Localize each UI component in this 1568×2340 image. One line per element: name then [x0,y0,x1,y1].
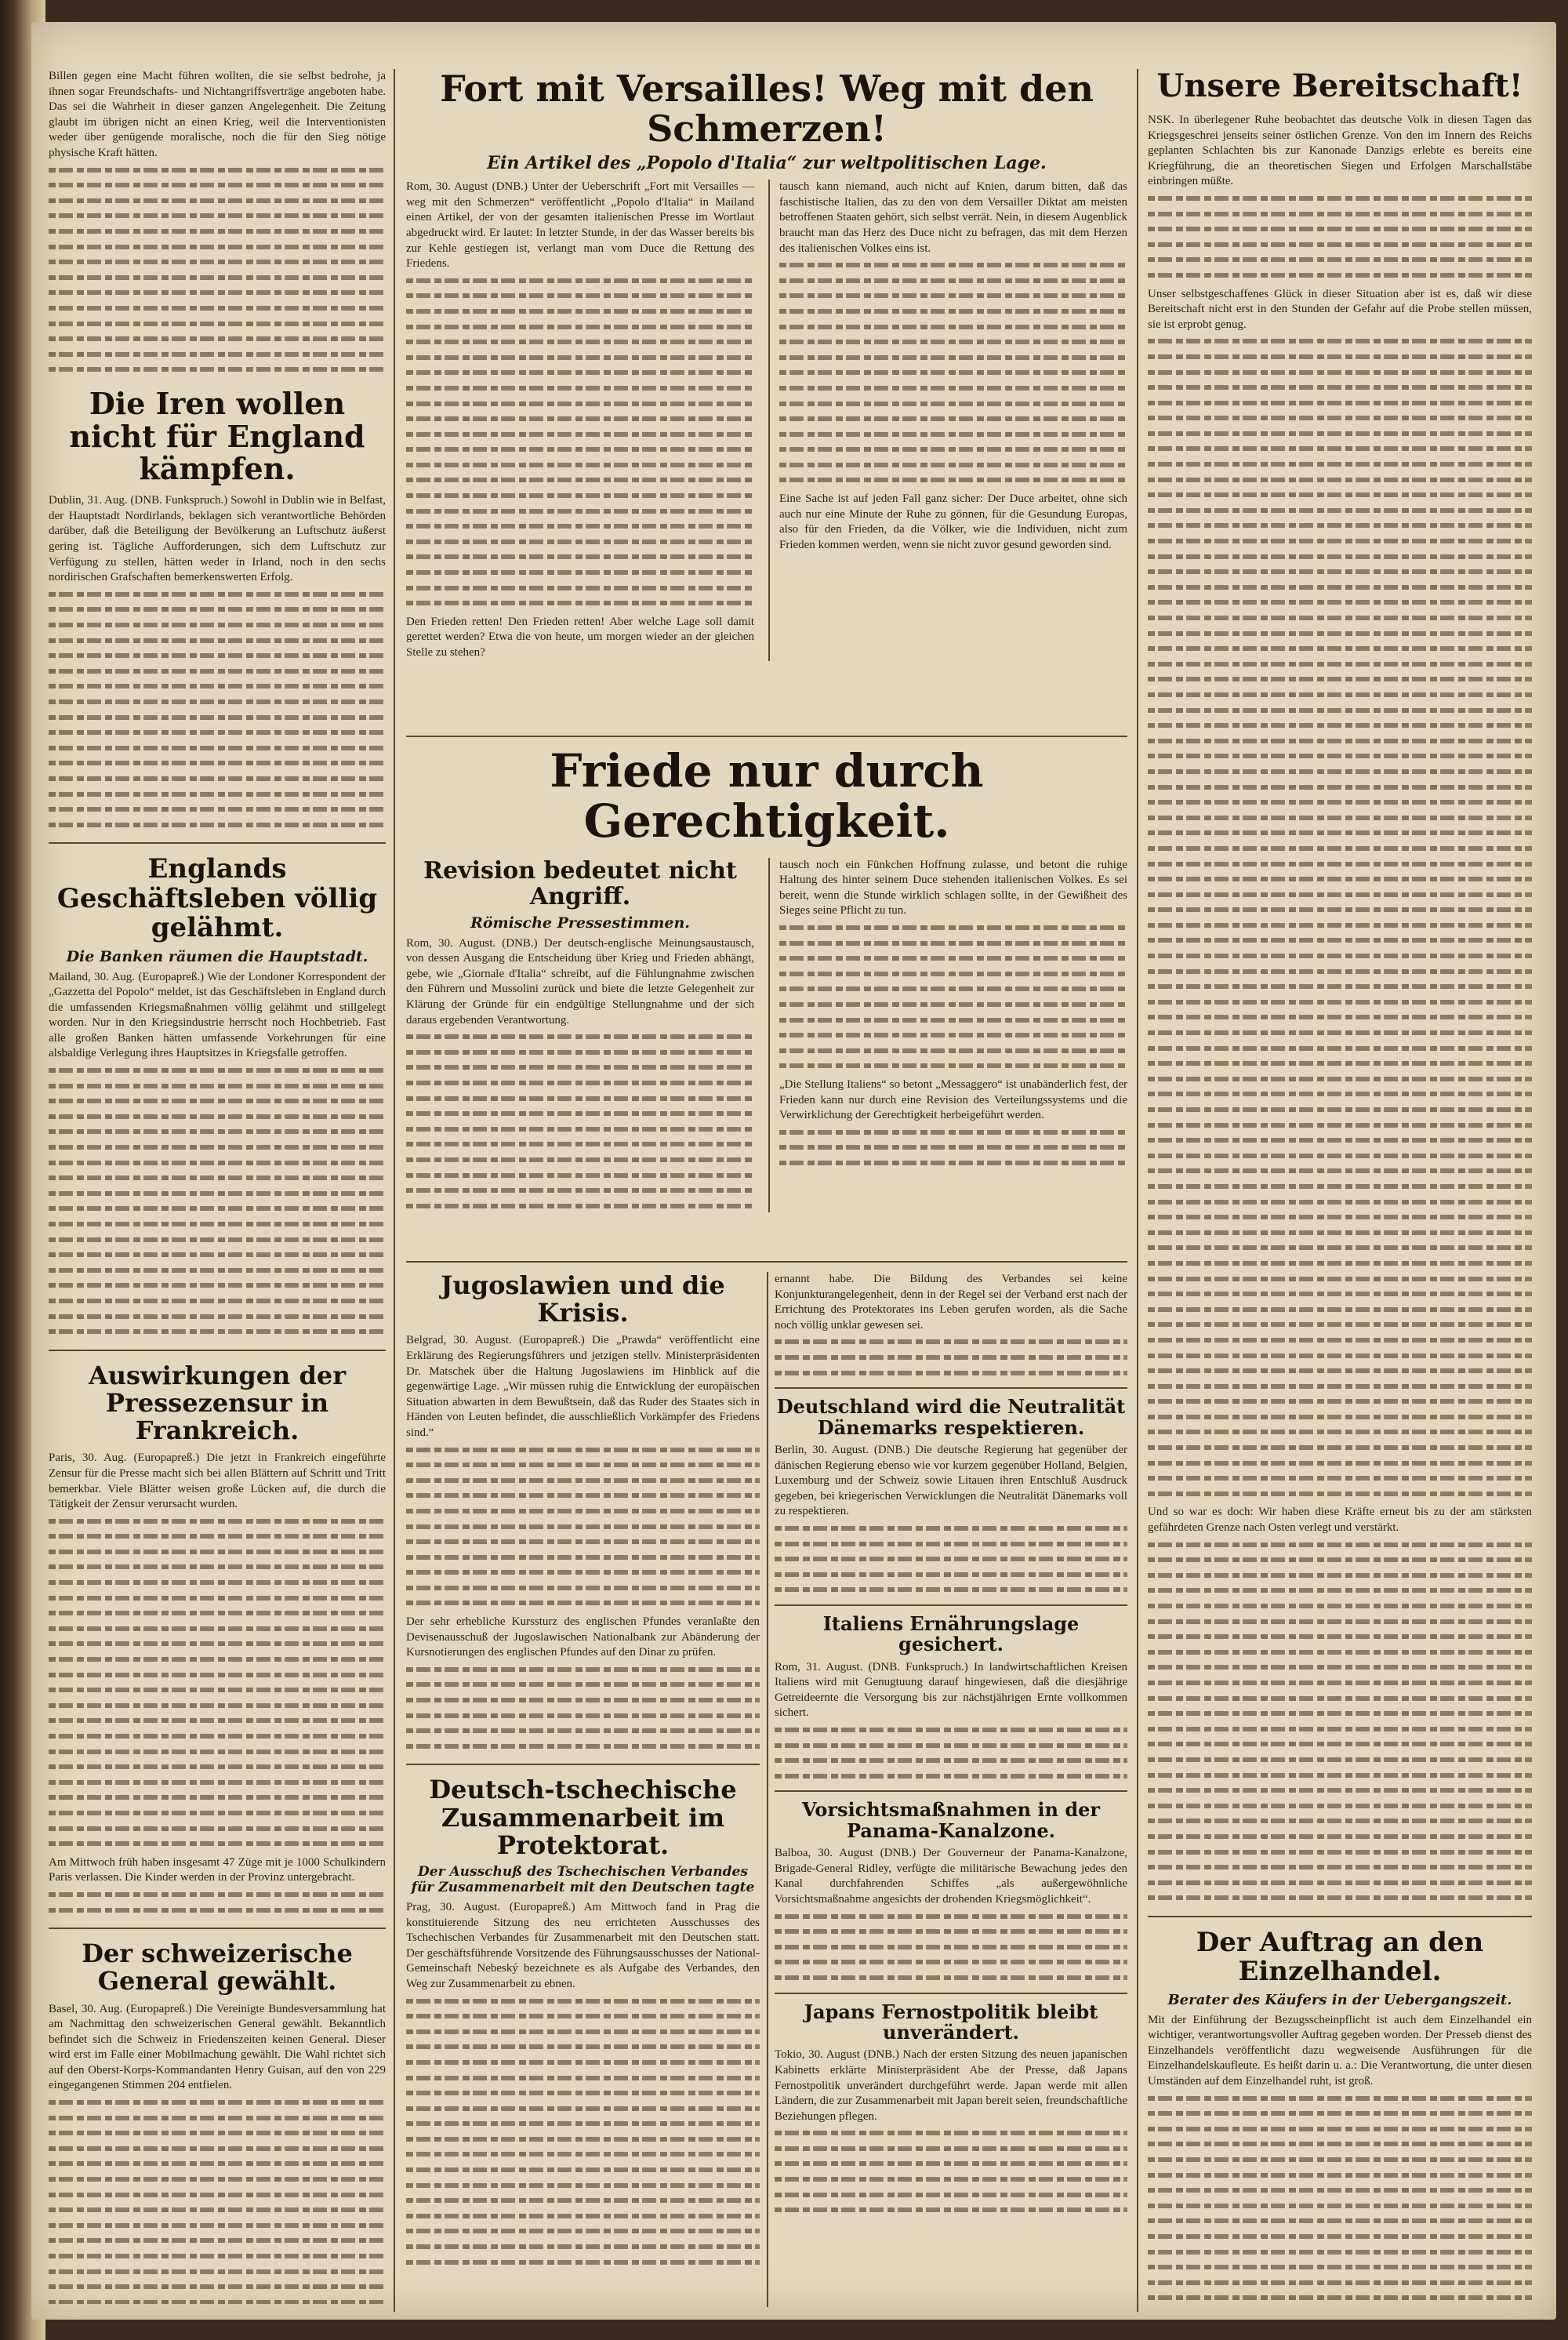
revision-filler2 [779,919,1127,1073]
japan-dateline: Tokio, 30. August (DNB.) [775,2048,899,2062]
auftrag-body: Mit der Einführung der Bezugsscheinpflicht ist auch dem Einzelhandel ein wichtiger, verantwortungsvoller Auftrag gegeben worden. Der Presseb dienst des Einzelhandels veröffentlicht dazu wegweisende Ausführungen für die Einzelhandelskaufleute. Es heißt darin u. a.: Die Verantwortung, die unter diesen Umständen auf dem Einzelhandel ruht, ist groß. [1148,2013,1532,2088]
versailles-dateline: Rom, 30. August (DNB.) [406,180,528,194]
daenemark-filler [775,1520,1127,1597]
jugoslawien-filler2 [406,1661,760,1753]
headline-schweiz-general: Der schweizerische General gewählt. [82,1938,353,1997]
versailles-body: Unter der Ueberschrift „Fort mit Versailles — weg mit den Schmerzen“ veröffentlicht „Popolo d'Italia“ in Mailand einen Artikel, der von der gesamten italienischen Presse im Wortlaut abgedruckt wird. Er lautet: In letzter Stunde, in der das Wasser bereits bis zur Kehle gestiegen ist, verlangt man vom Duce die Rettung des Friedens. [406,180,755,271]
england-filler [49,1062,386,1339]
subhead-deutsch-tschechisch: Der Ausschuß des Tschechischen Verbandes für Zusammenarbeit mit den Deutschen tagte [411,1863,755,1895]
revision-body2: tausch noch ein Fünkchen Hoffnung zulasse, und betont die ruhige Haltung des hinter seinem Duce stehenden italienischen Volkes. Es sei bereit, wenn die Stunde wirklich schlagen sollte, in der Gewißheit des Sieges seine Pflicht zu tun. [779,858,1127,917]
versailles-body-mid2: Eine Sache ist auf jeden Fall ganz sicher: Der Duce arbeitet, ohne sich auch nur eine Minute der Ruhe zu gönnen, für die Gesundung Europas, also für den Frieden, da die Völker, wie die Individuen, nicht zum Frieden kommen werden, wenn sie nicht zuvor gesund geworden sind. [779,492,1127,551]
right-column [1148,69,1532,2304]
headline-friede: Friede nur durch Gerechtigkeit. [550,744,984,848]
column-rule [394,69,395,2312]
italien-body: In landwirtschaftlichen Kreisen Italiens wird mit Genugtuung darauf hingewiesen, daß die diesjährige Getreideernte die Versorgung bis zur nächstjährigen Ernte vollkommen sichert. [775,1660,1127,1720]
revision-filler3 [779,1124,1127,1170]
panama-body: Der Gouverneur der Panama-Kanalzone, Brigade-General Ridley, verfügte die militärische Bewachung jedes den Kanal durchfahrenden Schiffes „als außergewöhnliche Vorsichtsmaßnahme angesichts der drohenden Kriegsmöglichkeit“. [775,1847,1127,1906]
divider [775,1993,1127,1994]
divider [1148,1916,1532,1917]
bereitschaft-body3: Und so war es doch: Wir haben diese Kräfte erneut bis zu der am stärksten gefährdeten Grenze nach Osten verlegt und verstärkt. [1148,1506,1532,1535]
panama-filler [775,1908,1127,1985]
headline-deutsch-tschechisch: Deutsch-tschechische Zusammenarbeit im Protektorat. [429,1775,737,1860]
versailles-mid-filler [779,256,1127,487]
versailles-body-mid: tausch kann niemand, auch nicht auf Knien, darum bitten, daß das faschistische Italien, das zu den von dem Versailler Diktat am meisten betroffenen Staaten gehört, sich selbst verrät. Nein, in diesem Augenblick braucht man das Herz des Duce nicht zu befragen, das mit dem Herzen des italienischen Volkes eins ist. [779,180,1127,255]
bereitschaft-filler3 [1148,1536,1532,1905]
headline-auswirkungen: Auswirkungen der Pressezensur in Frankreich. [88,1360,347,1446]
revision-filler [406,1028,754,1212]
schweiz-body: Die Vereinigte Bundesversammlung hat am Nachmittag den schweizerischen General gewählt. Bekanntlich befindet sich die Schweiz in Friedenszeiten keinen General. Dieser wird erst im Falle einer Mobilmachung gewählt. Die Wahl richtet sich auf den Oberst-Korps-Kommandanten Henry Guisan, auf den von 229 eingegangenen Stimmen 204 entfielen. [49,2002,386,2092]
center-right-lower [775,1272,1127,2307]
divider [49,1928,386,1929]
revision-dateline: Rom, 30. August. (DNB.) [406,936,538,950]
bereitschaft-body: NSK. In überlegener Ruhe beobachtet das deutsche Volk in diesen Tagen das Kriegsgeschrei jenseits seiner östlichen Grenze. Von den im Innern des Reichs geplanten Schlachten bis zur Kanonade Danzigs erlebte es bereits eine Kriegführung, die an theoretischen Siegen und Erfolgen Marschallstäbe einbringen müßte. [1148,114,1532,188]
headline-england-geschaeft: Englands Geschäftsleben völlig gelähmt. [56,853,378,944]
headline-italien: Italiens Ernährungslage gesichert. [822,1611,1080,1656]
iren-filler [49,586,386,832]
left-top-filler [49,162,386,376]
headline-japan: Japans Fernostpolitik bleibt unverändert. [804,2000,1098,2044]
center-left-lower [406,1272,760,2307]
headline-daenemark: Deutschland wird die Neutralität Dänemarks respektieren. [776,1395,1126,1439]
divider [775,1790,1127,1792]
subhead-auftrag: Berater des Käufers in der Uebergangszeit. [1167,1991,1512,2008]
headline-iren: Die Iren wollen nicht für England kämpfen. [69,385,365,487]
italien-dateline: Rom, 31. August. (DNB. Funkspruch.) [775,1660,968,1673]
schweiz-filler [49,2094,386,2304]
dt-tsch-dateline: Prag, 30. August. (Europapreß.) [406,1900,575,1913]
subhead-versailles: Ein Artikel des „Popolo d'Italia“ zur weltpolitischen Lage. [487,153,1047,174]
england-dateline: Mailand, 30. Aug. (Europapreß.) [49,970,205,983]
auftrag-filler [1148,2090,1532,2304]
headline-auftrag: Der Auftrag an den Einzelhandel. [1196,1926,1484,1988]
schweiz-dateline: Basel, 30. Aug. (Europapreß.) [49,2002,192,2015]
japan-body: Nach der ersten Sitzung des neuen japanischen Kabinetts erklärte Ministerpräsident Abe der Presse, daß Japans Fernostpolitik unverändert durchgeführt werde. Japan werde mit allen Ländern, die zur Zusammenarbeit mit Japan bereit seien, freundschaftliche Beziehungen pflegen. [775,2048,1127,2123]
friede-article [406,742,1127,1252]
headline-versailles: Fort mit Versailles! Weg mit den Schmerzen! [440,69,1094,150]
newspaper-page [31,22,1556,2320]
revision-body3: „Die Stellung Italiens“ so betont „Messaggero“ ist unabänderlich fest, der Frieden kann nur durch eine Revision des Verteilungssystems und die Verwirklichung der Gerechtigkeit herbeigeführt werden. [779,1077,1127,1122]
versailles-body2: Den Frieden retten! Den Frieden retten! Aber welche Lage soll damit gerettet werden? Etwa die von heute, um morgen wieder an der gleichen Stelle zu stehen? [406,615,754,659]
england-body: Wie der Londoner Korrespondent der „Gazzetta del Popolo“ meldet, ist das Geschäftsleben in England durch die umfassenden Kriegsmaßnahmen völlig gelähmt und stillgelegt worden. Nur in den Kriegsindustrie herrscht noch Hochbetrieb. Fast alle großen Banken hätten umfassende Vorkehrungen für eine alsbaldige Verlegung ihres Hauptsitzes in Kriegsfalle getroffen. [49,970,386,1060]
auswirkungen-body: Die jetzt in Frankreich eingeführte Zensur für die Presse macht sich bei allen Blättern auf Schritt und Tritt bemerkbar. Viele Blätter weisen große Lücken auf, die durch die Tätigkeit der Zensur verursacht wurden. [49,1452,386,1511]
bereitschaft-body2: Unser selbstgeschaffenes Glück in dieser Situation aber ist es, daß wir diese Bereitschaft nicht erst in den Stunden der Gefahr auf die Probe stellen müssen, sie ist erprobt genug. [1148,287,1532,331]
left-top-text: Billen gegen eine Macht führen wollten, die sie selbst bedrohe, ja ihnen sogar Freundschafts- und Nichtangriffsverträge angeboten habe. Das sei die Wahrheit in dieser ganzen Angelegenheit. Die Zeitung glaubt im übrigen nicht an einen Krieg, weil die Interventionisten weder über genügende moralische, noch die für den Sieg nötige physische Kraft hätten. [49,70,386,159]
dt-tsch-body2: ernannt habe. Die Bildung des Verbandes sei keine Konjunkturangelegenheit, denn in der Regel sei der Verband erst nach der Errichtung des Protektorates ins Leben gerufen worden, als die Sache noch völlig unklar gewesen sei. [775,1273,1127,1332]
section-rule [406,1261,1127,1263]
divider [49,1350,386,1351]
headline-revision: Revision bedeutet nicht Angriff. [423,856,737,910]
subhead-england-geschaeft: Die Banken räumen die Hauptstadt. [66,947,368,965]
column-rule [1137,69,1138,2312]
versailles-filler [406,272,754,610]
jugoslawien-filler [406,1441,760,1611]
schulkinder-text: Am Mittwoch früh haben insgesamt 47 Züge mit je 1000 Schulkindern Paris verlassen. Die Kinder werden in der Provinz untergebracht. [49,1855,386,1884]
daenemark-dateline: Berlin, 30. August. (DNB.) [775,1443,910,1456]
auswirkungen-filler [49,1513,386,1851]
schulkinder-filler [49,1886,386,1917]
divider [775,1387,1127,1389]
bereitschaft-filler [1148,190,1532,282]
revision-body: Der deutsch-englische Meinungsaustausch, von dessen Ausgang die Entscheidung über Krieg und Frieden abhängt, gebe, wie „Giornale d'Italia“ schreibt, auf die Fühlungnahme zwischen den Führern und Mussolini zurück und biete die letzte Gelegenheit zur Klärung der Gründe für ein endgültige Stellungnahme und der sich daraus ergebenden Verantwortung. [406,936,755,1026]
jugoslawien-body: Die „Prawda“ veröffentlicht eine Erklärung des Regierungsführers und jetzigen stellv. Ministerpräsidenten Dr. Matschek über die Haltung Jugoslawiens im Hinblick auf die gegenwärtige Lage. „Wir müssen ruhig die Entwicklung der europäischen Situation abwarten in dem Bewußtsein, daß das Ruder des Staates sich in Händen von Leuten befindet, die ausschließlich Vorkämpfer des Friedens sind.“ [406,1334,760,1439]
iren-body: Sowohl in Dublin wie in Belfast, der Hauptstadt Nordirlands, beklagen sich verantwortliche Behörden darüber, daß die Beteiligung der Bevölkerung an Luftschutz äußerst gering ist. Tägliche Aufforderungen, sich dem Luftschutz zur Verfügung zu stellen, hätten weder in Irland, noch in den sechs nordirischen Grafschaften bemerkenswerten Erfolg. [49,494,386,584]
auswirkungen-dateline: Paris, 30. Aug. (Europapreß.) [49,1452,200,1465]
dt-tsch-filler2 [775,1333,1127,1379]
divider [406,1764,760,1765]
daenemark-body: Die deutsche Regierung hat gegenüber der dänischen Regierung ebenso wie vor kurzem gegenüber Holland, Belgien, Luxemburg und der Schweiz sowie Litauen ihren Entschluß Ausdruck gegeben, bei kriegerischen Verwicklungen die Neutralität Dänemarks voll zu respektieren. [775,1443,1127,1518]
versailles-article [406,69,1127,728]
headline-jugoslawien: Jugoslawien und die Krisis. [441,1272,725,1328]
bereitschaft-filler2 [1148,332,1532,1500]
subhead-revision: Römische Pressestimmen. [470,914,690,932]
column-rule [767,1272,768,2307]
panama-dateline: Balboa, 30. August (DNB.) [775,1847,916,1860]
left-column [49,69,386,2304]
japan-filler [775,2124,1127,2217]
dt-tsch-filler [406,1993,760,2269]
section-rule [406,736,1127,737]
italien-filler [775,1721,1127,1782]
divider [775,1604,1127,1606]
jugoslawien-dateline: Belgrad, 30. August. (Europapreß.) [406,1334,585,1347]
headline-bereitschaft: Unsere Bereitschaft! [1156,69,1523,104]
headline-panama: Vorsichtsmaßnahmen in der Panama-Kanalzone. [801,1798,1101,1842]
iren-dateline: Dublin, 31. Aug. (DNB. Funkspruch.) [49,494,228,507]
dt-tsch-body: Am Mittwoch fand in Prag die konstituierende Sitzung des neu errichteten Ausschusses des Tschechischen Verbandes für Zusammenarbeit mit den Deutschen statt. Der geschäftsführende Vorsitzende des Führungsausschusses der National-Gemeinschaft Nebeský bezeichnete es als Aufgabe des Verbandes, den Weg zur Zusammenarbeit zu ebnen. [406,1900,760,1990]
jugoslawien-body2: Der sehr erhebliche Kurssturz des englischen Pfundes veranlaßte den Devisenausschuß der Jugoslawischen Nationalbank zur Abänderung der Kursnotierungen des englischen Pfundes auf den Dinar zu prüfen. [406,1615,760,1659]
divider [49,842,386,844]
